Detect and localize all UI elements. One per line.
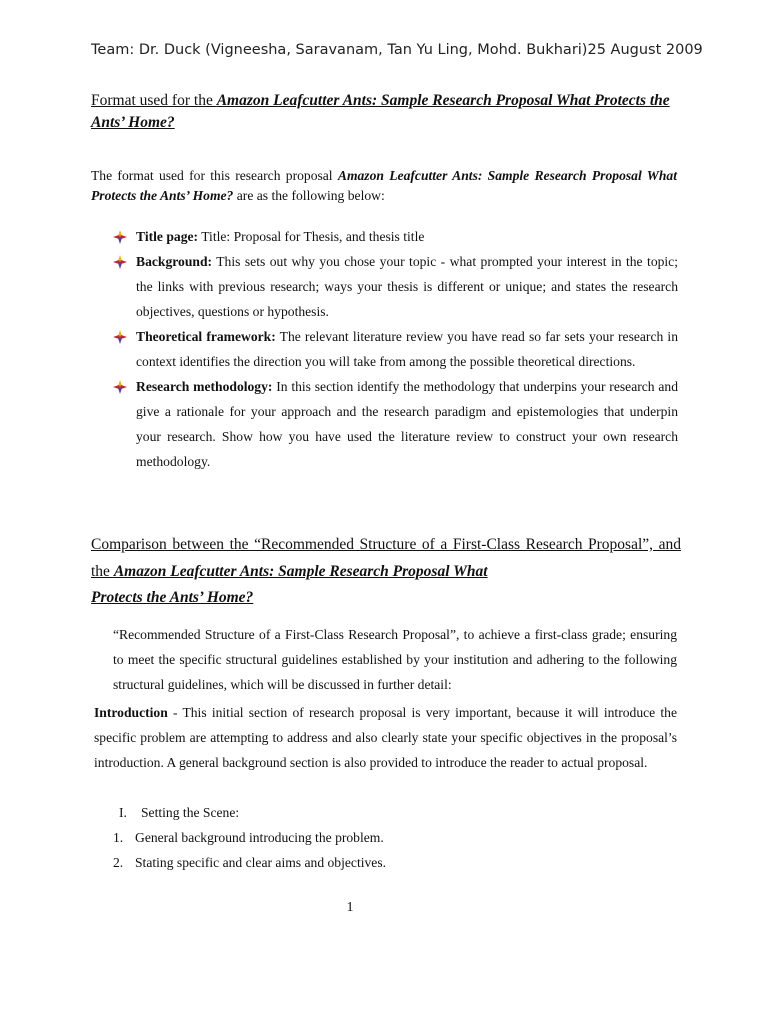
pushpin-bullet-icon — [112, 254, 128, 270]
format-intro-prefix: The format used for this research proposal — [91, 168, 338, 183]
comparison-heading — [91, 532, 681, 612]
introduction-outline-list — [113, 800, 613, 875]
comparison-heading-prefix: Comparison between the “Recommended Structure of a First-Class Research Proposal”, and the — [91, 536, 681, 580]
format-intro-suffix: are as the following below: — [233, 188, 385, 203]
pushpin-bullet-icon — [112, 229, 128, 245]
introduction-paragraph — [94, 700, 677, 775]
outline-item — [113, 800, 613, 825]
outline-marker: 1. — [113, 830, 124, 845]
bullet-text: This sets out why you chose your topic - what prompted your interest in the topic; the links with previous research; ways your thesis is different or unique; and states the research objectives, questions or hypothesis. — [136, 254, 678, 319]
bullet-label: Theoretical framework: — [136, 329, 276, 344]
team-header: Team: Dr. Duck (Vigneesha, Saravanam, Tan Yu Ling, Mohd. Bukhari)25 August 2009 — [91, 42, 703, 58]
outline-text: Setting the Scene: — [141, 805, 240, 820]
bullet-text: In this section identify the methodology that underpins your research and give a rationale for your approach and the research paradigm and epistemologies that underpin your research. Show how you have used the literature review to construct your own research methodology. — [136, 379, 679, 469]
format-intro-title: Amazon Leafcutter Ants: Sample Research Proposal What Protects the Ants’ Home? — [91, 168, 677, 203]
outline-text: General background introducing the problem. — [135, 830, 384, 845]
pushpin-bullet-icon — [112, 379, 128, 395]
format-intro-paragraph — [91, 166, 677, 206]
bullet-text: The relevant literature review you have read so far sets your research in context identifies the direction you will take from among the possible theoretical directions. — [136, 329, 678, 369]
comparison-heading-title-a: Amazon Leafcutter Ants: Sample Research Proposal What — [113, 562, 488, 580]
bullet-label: Background: — [136, 254, 213, 269]
outline-item — [113, 825, 613, 850]
outline-marker: 2. — [113, 855, 124, 870]
pushpin-bullet-icon — [112, 329, 128, 345]
recommended-structure-paragraph: “Recommended Structure of a First-Class Research Proposal”, to achieve a first-class grade; ensuring to meet the specific structural guidelines established by your institution and adhering to the following structural guidelines, which will be discussed in further detail: — [113, 627, 677, 692]
bullet-item-title-page — [110, 224, 678, 249]
bullet-item-theoretical-framework — [110, 324, 678, 374]
format-heading-title: Amazon Leafcutter Ants: Sample Research Proposal What Protects the Ants’ Home? — [91, 92, 670, 131]
comparison-heading-title-b: Protects the Ants’ Home? — [91, 589, 254, 606]
bullet-label: Research methodology: — [136, 379, 273, 394]
bullet-item-background — [110, 249, 678, 324]
introduction-label: Introduction — [94, 705, 168, 720]
bullet-text: Title: Proposal for Thesis, and thesis title — [198, 229, 425, 244]
outline-item — [113, 850, 613, 875]
bullet-item-research-methodology — [110, 374, 678, 474]
format-heading — [91, 90, 671, 134]
outline-marker: I. — [119, 805, 127, 820]
page-number: 1 — [346, 900, 354, 915]
introduction-text: - This initial section of research proposal is very important, because it will introduce the specific problem are attempting to address and also clearly state your specific objectives in the proposal’s introduction. A general background section is also provided to introduce the reader to actual proposal. — [94, 705, 677, 770]
format-bullet-list — [110, 224, 678, 474]
outline-text: Stating specific and clear aims and objectives. — [135, 855, 387, 870]
bullet-label: Title page: — [136, 229, 199, 244]
format-heading-prefix: Format used for the — [91, 92, 217, 109]
